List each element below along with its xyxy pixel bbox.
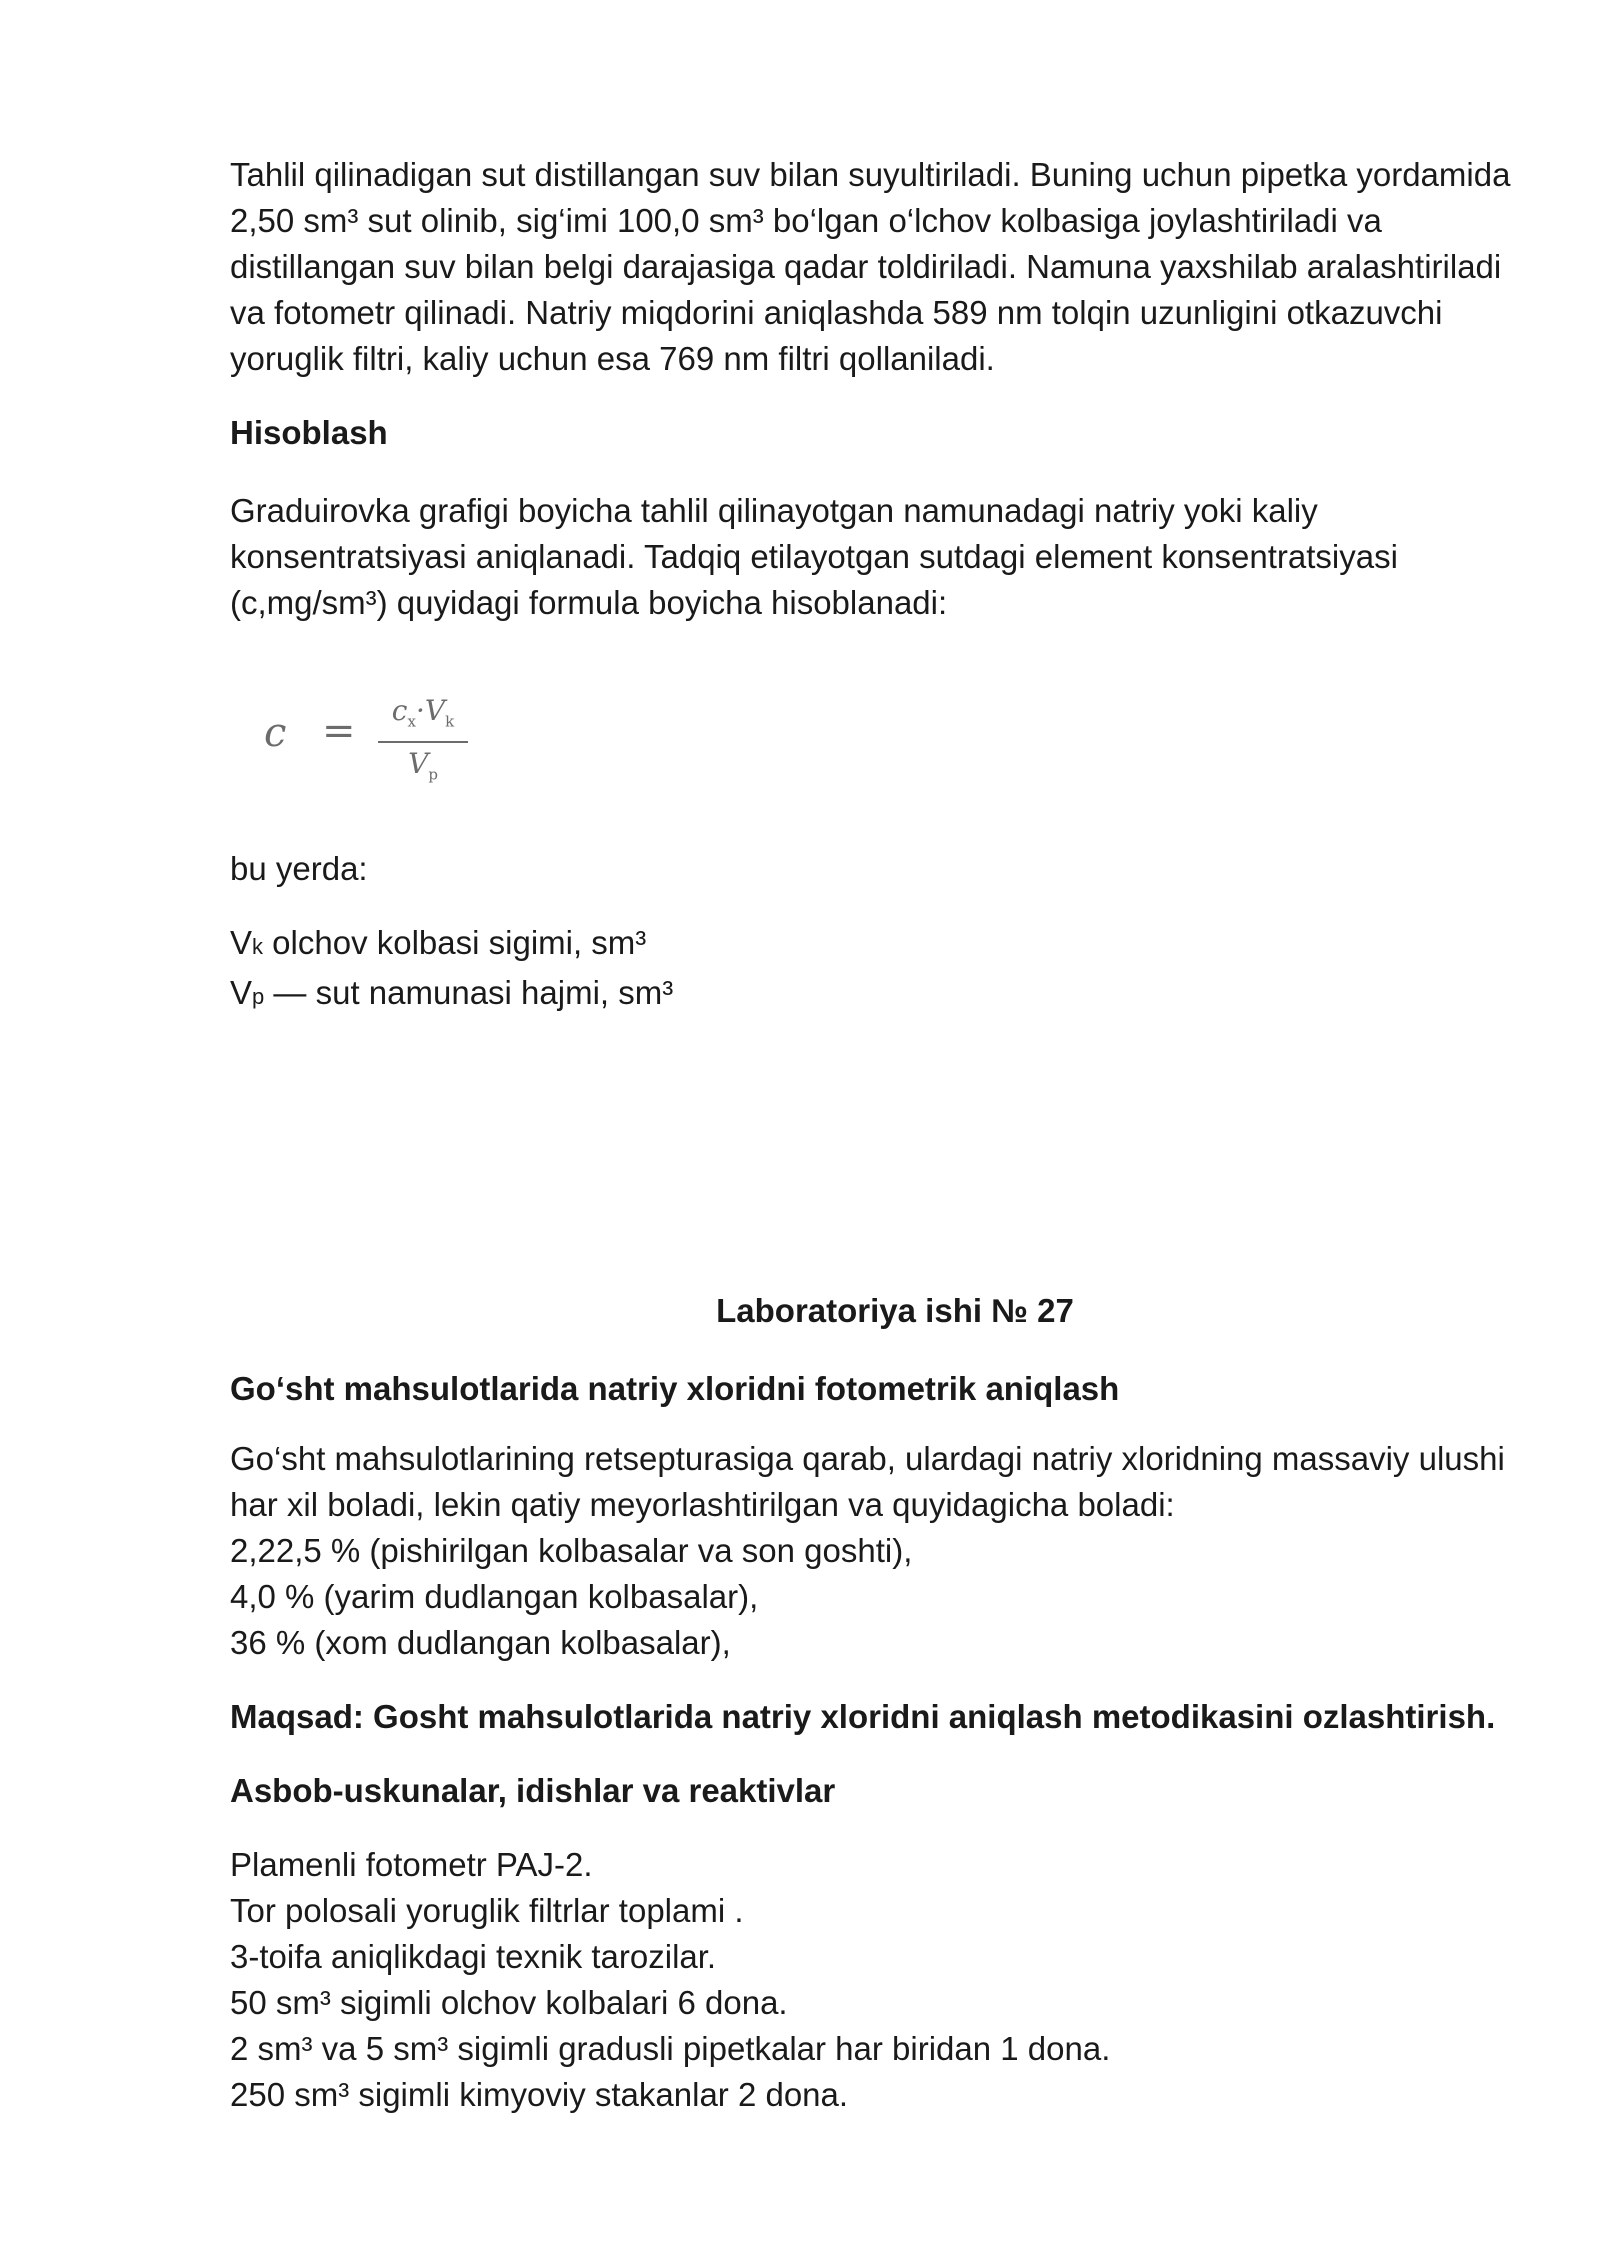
formula-fraction	[378, 694, 468, 791]
formula-denominator	[378, 747, 468, 792]
variable-vp-symbol: V	[230, 974, 253, 1011]
calc-heading: Hisoblash	[230, 414, 388, 451]
page-spacer	[230, 1048, 1520, 1288]
variable-vp-sub: p	[252, 984, 265, 1009]
equipment-list	[230, 1842, 1520, 2118]
formula-den-v-sub: p	[428, 765, 438, 784]
formula-equals: =	[322, 708, 356, 754]
intro-paragraph: Tahlil qilinadigan sut distillangan suv bilan suyultiriladi. Buning uchun pipetka yordamida 2,50 sm³ sut olinib, sig‘imi 100,0 sm³ bo‘lgan o‘lchov kolbasiga joylashtiriladi va distillangan suv bilan belgi darajasiga qadar toldiriladi. Namuna yaxshilab aralashtiriladi va fotometr qilinadi. Natriy miqdorini aniqlashda 589 nm tolqin uzunligini otkazuvchi yoruglik filtri, kaliy uchun esa 769 nm filtri qollaniladi.	[230, 156, 1511, 377]
formula-fraction-bar	[378, 741, 468, 743]
where-label: bu yerda:	[230, 850, 368, 887]
formula-num-c-sub: x	[407, 712, 416, 731]
variable-vk-text: olchov kolbasi sigimi, sm³	[263, 924, 647, 961]
concentration-formula	[254, 674, 1520, 794]
lab-paragraph-line: 36 % (xom dudlangan kolbasalar),	[230, 1624, 731, 1661]
equipment-heading: Asbob-uskunalar, idishlar va reaktivlar	[230, 1772, 836, 1809]
lab-paragraph-line: 2,22,5 % (pishirilgan kolbasalar va son goshti),	[230, 1532, 913, 1569]
equipment-item: 2 sm³ va 5 sm³ sigimli gradusli pipetkalar har biridan 1 dona.	[230, 2030, 1111, 2067]
formula-numerator	[378, 694, 468, 739]
equipment-item: 250 sm³ sigimli kimyoviy stakanlar 2 dona.	[230, 2076, 849, 2113]
variable-vk	[230, 920, 1520, 970]
variable-vp	[230, 970, 1520, 1020]
lab-paragraph-line: Go‘sht mahsulotlarining retsepturasiga qarab, ulardagi natriy xloridning massaviy ulushi har xil boladi, lekin qatiy meyorlashtirilgan va quyidagicha boladi:	[230, 1440, 1505, 1523]
formula-dot: ·	[415, 694, 425, 727]
variable-vk-symbol: V	[230, 924, 253, 961]
goal-statement: Maqsad: Gosht mahsulotlarida natriy xloridni aniqlash metodikasini ozlashtirish.	[230, 1698, 1496, 1735]
formula-lhs: c	[264, 710, 287, 756]
lab-title: Laboratoriya ishi № 27	[716, 1292, 1074, 1329]
equipment-item: 3-toifa aniqlikdagi texnik tarozilar.	[230, 1938, 717, 1975]
equipment-item: 50 sm³ sigimli olchov kolbalari 6 dona.	[230, 1984, 788, 2021]
variable-vp-text: — sut namunasi hajmi, sm³	[264, 974, 674, 1011]
variable-vk-sub: k	[252, 934, 264, 959]
equipment-item: Plamenli fotometr PAJ-2.	[230, 1846, 593, 1883]
formula-num-c: c	[391, 694, 408, 727]
variables-list	[230, 920, 1520, 1020]
document-page	[230, 152, 1520, 2118]
lab-paragraph-line: 4,0 % (yarim dudlangan kolbasalar),	[230, 1578, 759, 1615]
formula-num-v: V	[424, 694, 446, 727]
calc-paragraph: Graduirovka grafigi boyicha tahlil qilinayotgan namunadagi natriy yoki kaliy konsentratsiyasi aniqlanadi. Tadqiq etilayotgan sutdagi element konsentratsiyasi (c,mg/sm³) quyidagi formula boyicha hisoblanadi:	[230, 492, 1398, 621]
lab-subtitle: Go‘sht mahsulotlarida natriy xloridni fotometrik aniqlash	[230, 1370, 1120, 1407]
formula-num-v-sub: k	[445, 712, 455, 731]
equipment-item: Tor polosali yoruglik filtrlar toplami .	[230, 1892, 744, 1929]
lab-paragraph	[230, 1436, 1520, 1666]
formula-den-v: V	[408, 746, 429, 780]
